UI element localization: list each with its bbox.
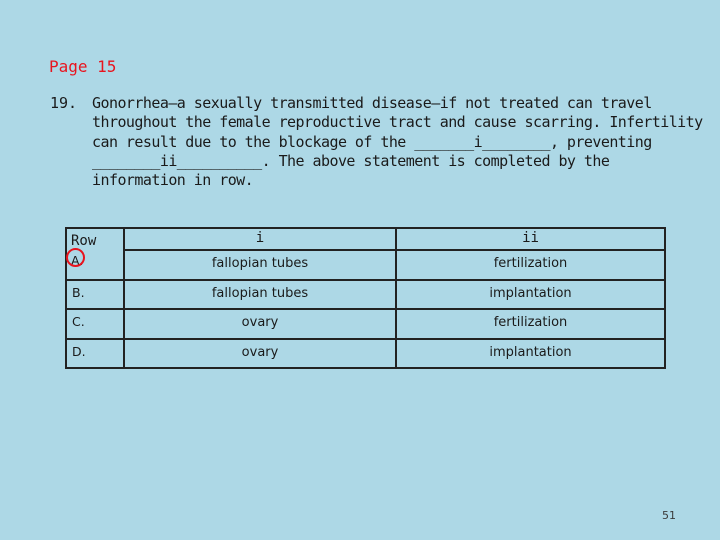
table-row[interactable] [66, 309, 665, 339]
header-row-label: Row [71, 233, 97, 249]
row-a-ii: fertilization [396, 250, 665, 280]
row-a-text: A. [71, 253, 84, 268]
row-c-i: ovary [124, 309, 396, 339]
row-d-ii: implantation [396, 339, 665, 369]
selected-answer-circle [66, 248, 85, 267]
page-number: 51 [662, 509, 676, 522]
page-title: Page 15 [49, 57, 117, 76]
row-label-b: B. [66, 280, 124, 310]
question-number: 19. [50, 94, 78, 112]
table-header-row [66, 228, 665, 250]
header-i: i [124, 228, 396, 250]
table-row[interactable] [66, 339, 665, 369]
header-ii: ii [396, 228, 665, 250]
question-line: Gonorrhea—a sexually transmitted disease—if not treated can travel [92, 94, 652, 112]
row-label-d: D. [66, 339, 124, 369]
row-b-i: fallopian tubes [124, 280, 396, 310]
row-c-ii: fertilization [396, 309, 665, 339]
table-row[interactable] [66, 250, 665, 280]
table-row[interactable] [66, 280, 665, 310]
row-label-c: C. [66, 309, 124, 339]
question-text [92, 94, 703, 190]
row-a-cell[interactable] [66, 228, 124, 280]
row-label-a [71, 251, 83, 271]
row-a-i: fallopian tubes [124, 250, 396, 280]
question-line: ________ii__________. The above statement is completed by the [92, 151, 610, 170]
question-line: information in row. [92, 171, 254, 190]
row-b-ii: implantation [396, 280, 665, 310]
question-line: can result due to the blockage of the _______i________, preventing [92, 132, 652, 151]
answer-table [65, 227, 666, 369]
row-d-i: ovary [124, 339, 396, 369]
question-line: throughout the female reproductive tract and cause scarring. Infertility [92, 113, 703, 132]
